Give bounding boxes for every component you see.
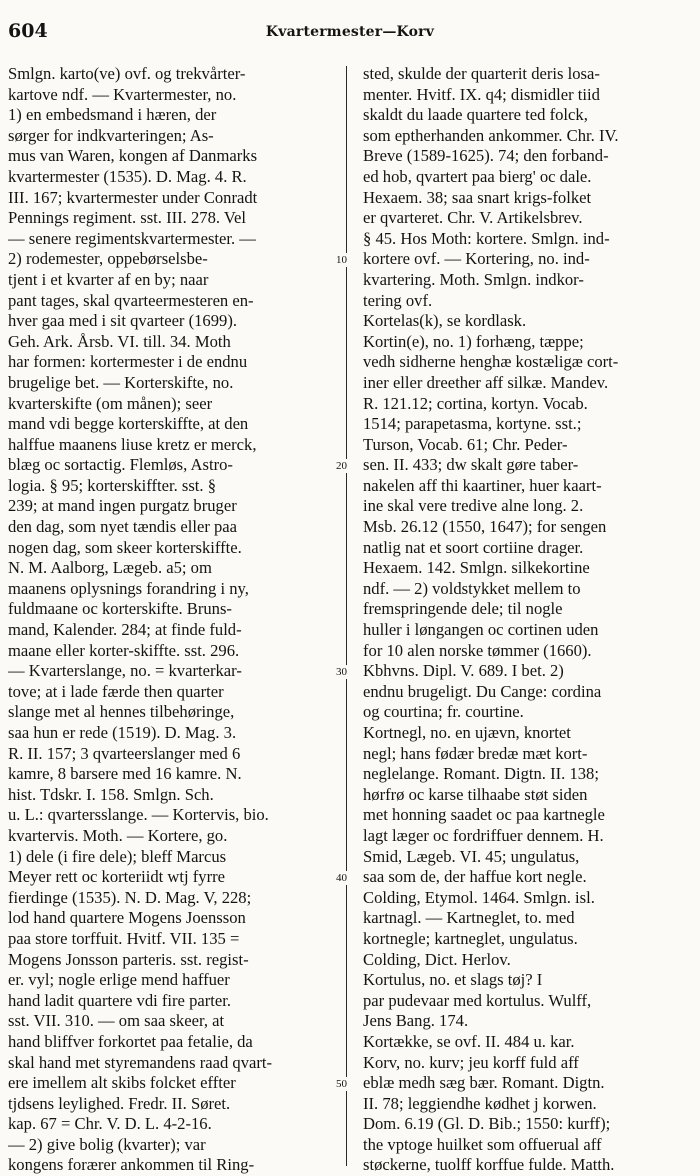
text-line: II. 78; leggiendhe kødhet j korwen. xyxy=(363,1093,597,1113)
text-line: Kortelas(k), se kordlask. xyxy=(363,311,527,331)
text-line: neglelange. Romant. Digtn. II. 138; xyxy=(363,764,599,784)
text-line: maane eller korter-skiffte. sst. 296. xyxy=(8,640,240,660)
text-line: hver gaa med i sit qvarteer (1699). xyxy=(8,311,237,331)
text-line: Korv, no. kurv; jeu korff fuld aff xyxy=(363,1052,579,1072)
text-line: lod hand quartere Mogens Joensson xyxy=(8,908,246,928)
text-line: blæg oc sortactig. Flemløs, Astro- xyxy=(8,455,233,475)
text-line: skal hand met styremandens raad qvart- xyxy=(8,1052,273,1072)
text-line: Jens Bang. 174. xyxy=(363,1011,469,1031)
text-line: maanens oplysnings forandring i ny, xyxy=(8,578,249,598)
right-column xyxy=(363,64,693,1176)
text-line: Hexaem. 142. Smlgn. silkekortine xyxy=(363,558,590,578)
text-line: 1514; parapetasma, kortyne. sst.; xyxy=(363,414,582,434)
text-line: logia. § 95; korterskiffter. sst. § xyxy=(8,475,217,495)
text-line: iner eller dreether aff silkæ. Mandev. xyxy=(363,372,609,392)
text-line: nogen dag, som skeer korterskiffte. xyxy=(8,537,242,557)
text-line: u. L.: qvartersslange. — Kortervis, bio. xyxy=(8,805,269,825)
page-header xyxy=(0,20,700,44)
text-line: negl; hans fødær bredæ mæt kort- xyxy=(363,743,588,763)
text-line: og courtina; fr. courtine. xyxy=(363,702,524,722)
text-line: pant tages, skal qvarteermesteren en- xyxy=(8,290,254,310)
text-line: ine skal vere tredive alne long. 2. xyxy=(363,496,584,516)
text-line: slange met al hennes tilbehøringe, xyxy=(8,702,235,722)
text-line: hand ladit quartere vdi fire parter. xyxy=(8,990,231,1010)
text-line: Kortulus, no. et slags tøj? I xyxy=(363,970,543,990)
text-line: som eptherhanden ankommer. Chr. IV. xyxy=(363,125,619,145)
text-line: mand vdi begge korterskiffte, at den xyxy=(8,414,249,434)
text-line: natlig nat et soort cortiine drager. xyxy=(363,537,584,557)
text-line: kvartermester (1535). D. Mag. 4. R. xyxy=(8,166,247,186)
text-line: halffue maanens liuse kretz er merck, xyxy=(8,434,257,454)
text-line: tering ovf. xyxy=(363,290,433,310)
text-line: brugelige bet. — Korterskifte, no. xyxy=(8,372,234,392)
text-line: støckerne, tuolff korffue fulde. Matth. xyxy=(363,1155,615,1175)
text-line: fuldmaane oc korterskifte. Bruns- xyxy=(8,599,232,619)
text-line: the vptoge huilket som offuerual aff xyxy=(363,1134,602,1154)
text-line: skaldt du laade quartere ted folck, xyxy=(363,105,588,125)
text-line: eblæ medh sæg bær. Romant. Digtn. xyxy=(363,1073,605,1093)
text-line: Dom. 6.19 (Gl. D. Bib.; 1550: kurff); xyxy=(363,1114,611,1134)
text-line: menter. Hvitf. IX. q4; dismidler tiid xyxy=(363,84,600,104)
text-line: hist. Tdskr. I. 158. Smlgn. Sch. xyxy=(8,784,214,804)
text-line: huller i løngangen oc cortinen uden xyxy=(363,620,599,640)
text-line: Kortnegl, no. en ujævn, knortet xyxy=(363,723,571,742)
text-line: kortnegle; kartneglet, ungulatus. xyxy=(363,928,578,948)
text-line: saa hun er rede (1519). D. Mag. 3. xyxy=(8,723,237,742)
text-line: R. II. 157; 3 qvarteerslanger med 6 xyxy=(8,743,241,763)
text-line: — Kvarterslange, no. = kvarterkar- xyxy=(8,661,242,681)
text-line: Pennings regiment. sst. III. 278. Vel xyxy=(8,208,246,228)
page-number: 604 xyxy=(8,20,48,42)
text-line: — 2) give bolig (kvarter); var xyxy=(8,1134,206,1154)
text-line: met honning saadet oc paa kartnegle xyxy=(363,805,605,825)
text-line: Meyer rett oc korteriidt wtj fyrre xyxy=(8,867,226,887)
text-line: Geh. Ark. Årsb. VI. till. 34. Moth xyxy=(8,331,231,351)
text-line: 1) dele (i fire dele); bleff Marcus xyxy=(8,846,227,866)
text-line: sted, skulde der quarterit deris losa- xyxy=(363,64,600,83)
text-line: for 10 alen norske tømmer (1660). xyxy=(363,640,592,660)
text-line: kvartering. Moth. Smlgn. indkor- xyxy=(363,269,584,289)
text-line: mand, Kalender. 284; at finde fuld- xyxy=(8,620,242,640)
line-number: 40 xyxy=(336,871,364,885)
text-line: lagt læger oc fordriffuer dennem. H. xyxy=(363,825,604,845)
text-line: kortere ovf. — Kortering, no. ind- xyxy=(363,249,590,269)
text-line: kongens forærer ankommen til Ring- xyxy=(8,1155,255,1175)
text-line: sst. VII. 310. — om saa skeer, at xyxy=(8,1011,225,1031)
text-line: Colding, Dict. Herlov. xyxy=(363,949,511,969)
left-column xyxy=(8,64,338,1176)
text-line: ed hob, qvartert paa bierg' oc dale. xyxy=(363,166,592,186)
text-line: Hexaem. 38; saa snart krigs-folket xyxy=(363,187,592,207)
text-line: 239; at mand ingen purgatz bruger xyxy=(8,496,237,516)
text-line: er qvarteret. Chr. V. Artikelsbrev. xyxy=(363,208,583,228)
text-line: 1) en embedsmand i hæren, der xyxy=(8,105,217,125)
line-number: 20 xyxy=(336,459,364,473)
text-line: ere imellem alt skibs folcket effter xyxy=(8,1073,236,1093)
text-line: tove; at i lade færde then quarter xyxy=(8,681,224,701)
text-line: Msb. 26.12 (1550, 1647); for sengen xyxy=(363,517,607,537)
text-line: N. M. Aalborg, Lægeb. a5; om xyxy=(8,558,212,578)
text-line: fierdinge (1535). N. D. Mag. V, 228; xyxy=(8,887,252,907)
text-line: 2) rodemester, oppebørselsbe- xyxy=(8,249,208,269)
text-line: er. vyl; nogle erlige mend haffuer xyxy=(8,970,230,990)
text-line: paa store torffuit. Hvitf. VII. 135 = xyxy=(8,928,240,948)
text-line: kartove ndf. — Kvartermester, no. xyxy=(8,84,237,104)
text-line: mus van Waren, kongen af Danmarks xyxy=(8,146,258,166)
text-line: Turson, Vocab. 61; Chr. Peder- xyxy=(363,434,568,454)
line-number: 10 xyxy=(336,253,364,267)
text-line: Smlgn. karto(ve) ovf. og trekvårter- xyxy=(8,64,246,83)
text-line: kvartervis. Moth. — Kortere, go. xyxy=(8,825,228,845)
text-line: Breve (1589-1625). 74; den forband- xyxy=(363,146,609,166)
line-number: 50 xyxy=(336,1077,364,1091)
text-line: tjdsens leylighed. Fredr. II. Søret. xyxy=(8,1093,231,1113)
text-line: fremspringende dele; til nogle xyxy=(363,599,563,619)
text-line: Mogens Jonsson parteris. sst. regist- xyxy=(8,949,249,969)
text-line: kamre, 8 barsere med 16 kamre. N. xyxy=(8,764,242,784)
text-line: kartnagl. — Kartneglet, to. med xyxy=(363,908,575,928)
text-line: § 45. Hos Moth: kortere. Smlgn. ind- xyxy=(363,228,610,248)
text-line: Smid, Lægeb. VI. 45; ungulatus, xyxy=(363,846,580,866)
text-line: hørfrø oc karse tilhaabe støt siden xyxy=(363,784,588,804)
line-number: 30 xyxy=(336,665,364,679)
text-line: Kbhvns. Dipl. V. 689. I bet. 2) xyxy=(363,661,564,681)
text-line: nakelen aff thi kaartiner, huer kaart- xyxy=(363,475,602,495)
text-line: hand bliffver forkortet paa fetalie, da xyxy=(8,1031,253,1051)
text-line: sen. II. 433; dw skalt gøre taber- xyxy=(363,455,579,475)
text-line: kvarterskifte (om månen); seer xyxy=(8,393,213,413)
text-line: — senere regimentskvartermester. — xyxy=(8,228,256,248)
text-line: ndf. — 2) voldstykket mellem to xyxy=(363,578,581,598)
text-line: III. 167; kvartermester under Conradt xyxy=(8,187,258,207)
text-line: har formen: kortermester i de endnu xyxy=(8,352,248,372)
text-line: sørger for indkvarteringen; As- xyxy=(8,125,214,145)
text-line: vedh sidherne henghæ kostæligæ cort- xyxy=(363,352,619,372)
text-line: kap. 67 = Chr. V. D. L. 4-2-16. xyxy=(8,1114,212,1134)
text-line: tjent i et kvarter af en by; naar xyxy=(8,269,209,289)
text-line: par pudevaar med kortulus. Wulff, xyxy=(363,990,592,1010)
running-head: Kvartermester—Korv xyxy=(265,24,435,40)
text-line: den dag, som nyet tændis eller paa xyxy=(8,517,238,537)
text-line: Kortin(e), no. 1) forhæng, tæppe; xyxy=(363,331,584,351)
text-line: R. 121.12; cortina, kortyn. Vocab. xyxy=(363,393,588,413)
column-divider xyxy=(346,66,347,1166)
text-line: Kortække, se ovf. II. 484 u. kar. xyxy=(363,1031,575,1051)
text-line: saa som de, der haffue kort negle. xyxy=(363,867,587,887)
text-line: endnu brugeligt. Du Cange: cordina xyxy=(363,681,602,701)
text-line: Colding, Etymol. 1464. Smlgn. isl. xyxy=(363,887,595,907)
